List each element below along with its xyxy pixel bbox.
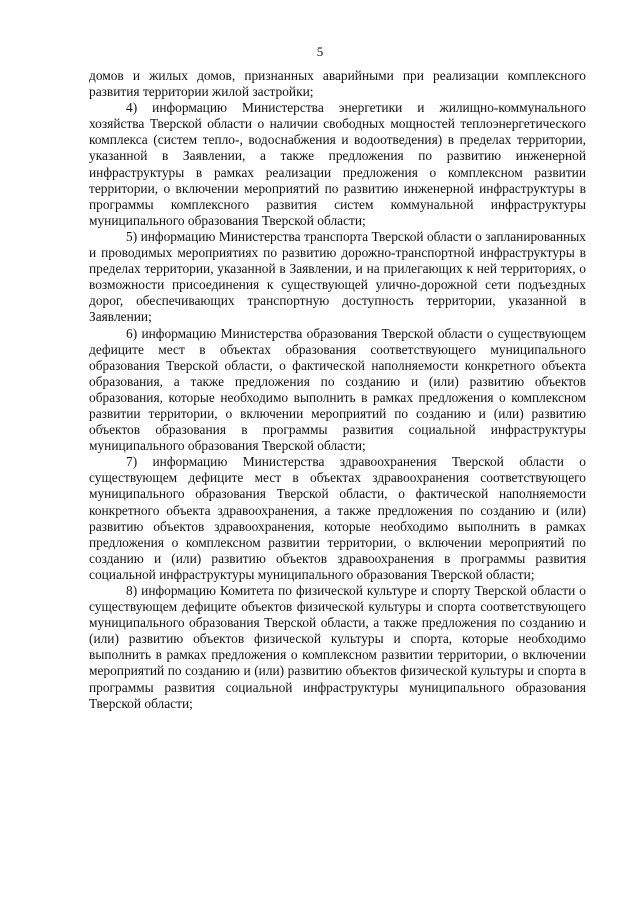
paragraph-item-5: 5) информацию Министерства транспорта Тверской области о запланированных и проводимых мероприятиях по развитию дорожно-транспортной инфраструктуры в пределах территории, указанной в Заявлении, и на прилегающих к ней территориях, о возможности присоединения к существующей улично-дорожной сети подъездных дорог, обеспечивающих транспортную доступность территории, указанной в Заявлении; [89, 228, 586, 325]
paragraph-item-7: 7) информацию Министерства здравоохранения Тверской области о существующем дефиците мест в объектах здравоохранения соответствующего муниципального образования Тверской области, о фактической наполняемости конкретного объекта здравоохранения, а также предложения по созданию и (или) развитию объектов здравоохранения, которые необходимо выполнить в рамках предложения о комплексном развитии территории, о включении мероприятий по созданию и (или) развитию объектов здравоохранения в программы развития социальной инфраструктуры муниципального образования Тверской области; [89, 454, 586, 582]
paragraph-continuation: домов и жилых домов, признанных аварийными при реализации комплексного развития территории жилой застройки; [89, 68, 586, 100]
page-number: 5 [316, 44, 324, 59]
document-body [89, 68, 586, 712]
paragraph-item-4: 4) информацию Министерства энергетики и жилищно-коммунального хозяйства Тверской области о наличии свободных мощностей теплоэнергетического комплекса (систем тепло-, водоснабжения и водоотведения) в пределах территории, указанной в Заявлении, а также предложения по развитию инженерной инфраструктуры в рамках реализации предложения о комплексном развитии территории, о включении мероприятий по развитию инженерной инфраструктуры в программы комплексного развития систем коммунальной инфраструктуры муниципального образования Тверской области; [89, 100, 586, 228]
paragraph-item-6: 6) информацию Министерства образования Тверской области о существующем дефиците мест в объектах образования соответствующего муниципального образования Тверской области, о фактической наполняемости конкретного объекта образования, а также предложения по созданию и (или) развитию объектов образования, которые необходимо выполнить в рамках предложения о комплексном развитии территории, о включении мероприятий по созданию и (или) развитию объектов образования в программы развития социальной инфраструктуры муниципального образования Тверской области; [89, 325, 586, 454]
paragraph-item-8: 8) информацию Комитета по физической культуре и спорту Тверской области о существующем дефиците объектов физической культуры и спорта соответствующего муниципального образования Тверской области, а также предложения по созданию и (или) развитию объектов физической культуры и спорта, которые необходимо выполнить в рамках предложения о комплексном развитии территории, о включении мероприятий по созданию и (или) развитию объектов физической культуры и спорта в программы развития социальной инфраструктуры муниципального образования Тверской области; [89, 583, 586, 711]
